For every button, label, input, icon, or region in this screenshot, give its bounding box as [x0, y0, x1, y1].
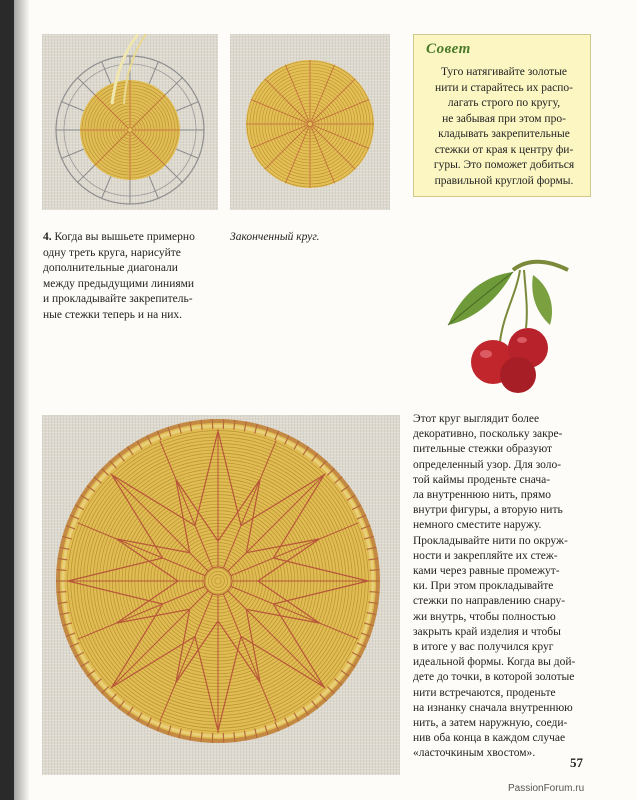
- caption-line: одну треть круга, нарисуйте: [43, 246, 181, 259]
- body-line: нити встречаются, проденьте: [413, 686, 556, 699]
- caption-line: Когда вы вышьете примерно: [54, 231, 195, 243]
- body-line: ла внутреннюю нить, прямо: [413, 489, 551, 502]
- body-line: нив оба конца в каждом случае: [413, 732, 566, 745]
- tip-box: [413, 34, 591, 197]
- body-line: определенный узор. Для золо-: [413, 458, 562, 471]
- cherry-stem-2: [524, 270, 527, 328]
- tip-text: [422, 65, 586, 189]
- body-line: закрыть край изделия и чтобы: [413, 625, 561, 638]
- body-line: пительные стежки образуют: [413, 443, 553, 456]
- cherry-leaf-right: [532, 275, 552, 325]
- tip-line: правильной круглой формы.: [434, 174, 574, 187]
- caption-line: и прокладывайте закрепитель-: [43, 293, 193, 305]
- tip-line: нити и старайтесь их распо-: [435, 81, 573, 94]
- step-4-caption: [43, 230, 223, 323]
- finished-caption: Законченный круг.: [230, 231, 320, 243]
- body-line: дете до точки, в которой золотые: [413, 671, 575, 684]
- tip-title: Совет: [426, 41, 471, 57]
- step-number: 4.: [43, 231, 52, 243]
- body-line: той каймы проденьте снача-: [413, 473, 551, 486]
- body-line: на изнанку сначала внутреннюю: [413, 701, 573, 714]
- body-line: стежки по направлению снару-: [413, 595, 566, 608]
- body-line: внутри фигуры, а вторую нить: [413, 504, 563, 517]
- body-line: Прокладывайте нити по окруж-: [413, 534, 568, 547]
- body-line: идеальной формы. Когда вы дой-: [413, 656, 576, 669]
- body-line: нить, а затем наружную, соеди-: [413, 717, 568, 730]
- decorative-embroidery: [42, 415, 400, 775]
- caption-line: ные стежки теперь и на них.: [43, 308, 183, 321]
- cherry-bottom: [500, 357, 536, 393]
- body-line: жи внутрь, чтобы полностью: [413, 610, 556, 623]
- body-line: ками через равные промежут-: [413, 565, 560, 578]
- body-line: «ласточкиным хвостом».: [413, 747, 536, 760]
- watermark: PassionForum.ru: [508, 783, 585, 794]
- finished-embroidery: [230, 34, 390, 210]
- tip-line: не забывая при этом про-: [442, 112, 566, 125]
- tip-line: кладывать закрепительные: [438, 128, 570, 140]
- body-line: ности и закрепляйте их стеж-: [413, 549, 558, 562]
- body-line: Этот круг выглядит более: [413, 413, 540, 425]
- caption-line: между предыдущими линиями: [43, 277, 195, 290]
- caption-line: дополнительные диагонали: [43, 262, 178, 274]
- tip-line: гуры. Это поможет добиться: [433, 159, 575, 171]
- cherry-branch: [513, 262, 568, 270]
- body-line: в итоге у вас получился круг: [413, 641, 554, 654]
- body-line: ки. При этом прокладывайте: [413, 580, 554, 593]
- tip-line: стежки от края к центру фи-: [434, 143, 574, 156]
- page-number: 57: [570, 755, 583, 770]
- tip-line: лагать строго по кругу,: [447, 97, 561, 109]
- tip-line: Туго натягивайте золотые: [440, 66, 568, 78]
- cherries-illustration: [438, 250, 578, 400]
- step-4-embroidery: [42, 34, 218, 210]
- finished-circle-photo: [230, 34, 390, 210]
- page-edge-shadow: [14, 0, 30, 800]
- body-line: немного сместите наружу.: [413, 519, 542, 532]
- body-text: [413, 412, 598, 762]
- body-line: декоративно, поскольку закре-: [413, 428, 563, 441]
- decorative-circle-photo: [42, 415, 400, 775]
- step-4-circle-photo: [42, 34, 218, 210]
